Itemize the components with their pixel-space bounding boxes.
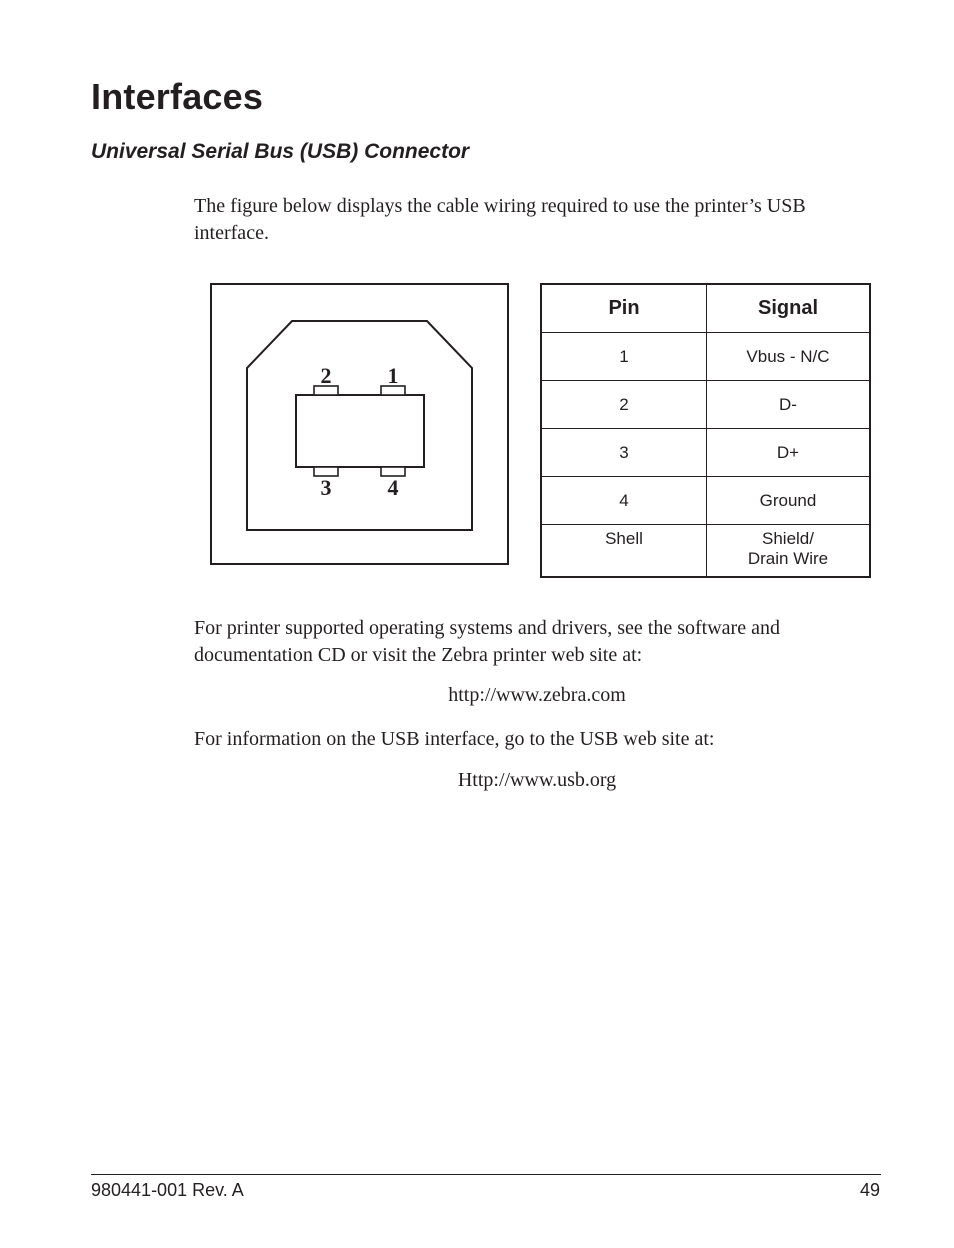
footer-divider	[91, 1174, 881, 1175]
pin-column-header: Pin	[541, 284, 707, 333]
signal-line-1: Shield/	[762, 529, 814, 548]
zebra-url[interactable]: http://www.zebra.com	[448, 684, 626, 706]
usb-url[interactable]: Http://www.usb.org	[457, 769, 617, 791]
signal-cell: D+	[707, 429, 871, 477]
pin-block	[296, 395, 424, 467]
intro-paragraph: The figure below displays the cable wiring required to use the printer’s USB interface.	[194, 195, 806, 244]
document-number: 980441-001 Rev. A	[91, 1180, 244, 1200]
table-row	[541, 429, 870, 477]
pin-label-3: 3	[320, 475, 332, 500]
table-row	[541, 477, 870, 525]
usb-info-paragraph: For information on the USB interface, go to the USB web site at:	[194, 728, 715, 750]
pin-label-1: 1	[387, 363, 399, 388]
signal-cell	[707, 525, 871, 578]
pin-cell: Shell	[541, 525, 707, 578]
usb-pin-signal-table	[540, 283, 871, 578]
signal-cell: Vbus - N/C	[707, 333, 871, 381]
signal-line-2: Drain Wire	[747, 549, 829, 568]
table-row	[541, 525, 870, 578]
table-row	[541, 333, 870, 381]
pin-cell: 4	[541, 477, 707, 525]
page-title: Interfaces	[91, 76, 264, 117]
table-row	[541, 381, 870, 429]
section-title: Universal Serial Bus (USB) Connector	[91, 140, 470, 163]
os-support-paragraph: For printer supported operating systems and drivers, see the software and documentation CD or visit the Zebra printer web site at:	[194, 617, 780, 666]
page-number: 49	[859, 1180, 880, 1200]
signal-cell: Ground	[707, 477, 871, 525]
signal-column-header: Signal	[707, 284, 871, 333]
pin-cell: 2	[541, 381, 707, 429]
pin-label-2: 2	[320, 363, 332, 388]
usb-connector-diagram	[209, 282, 511, 568]
pin-cell: 1	[541, 333, 707, 381]
pin-label-4: 4	[387, 475, 399, 500]
pin-cell: 3	[541, 429, 707, 477]
signal-cell: D-	[707, 381, 871, 429]
table-header-row	[541, 284, 870, 333]
